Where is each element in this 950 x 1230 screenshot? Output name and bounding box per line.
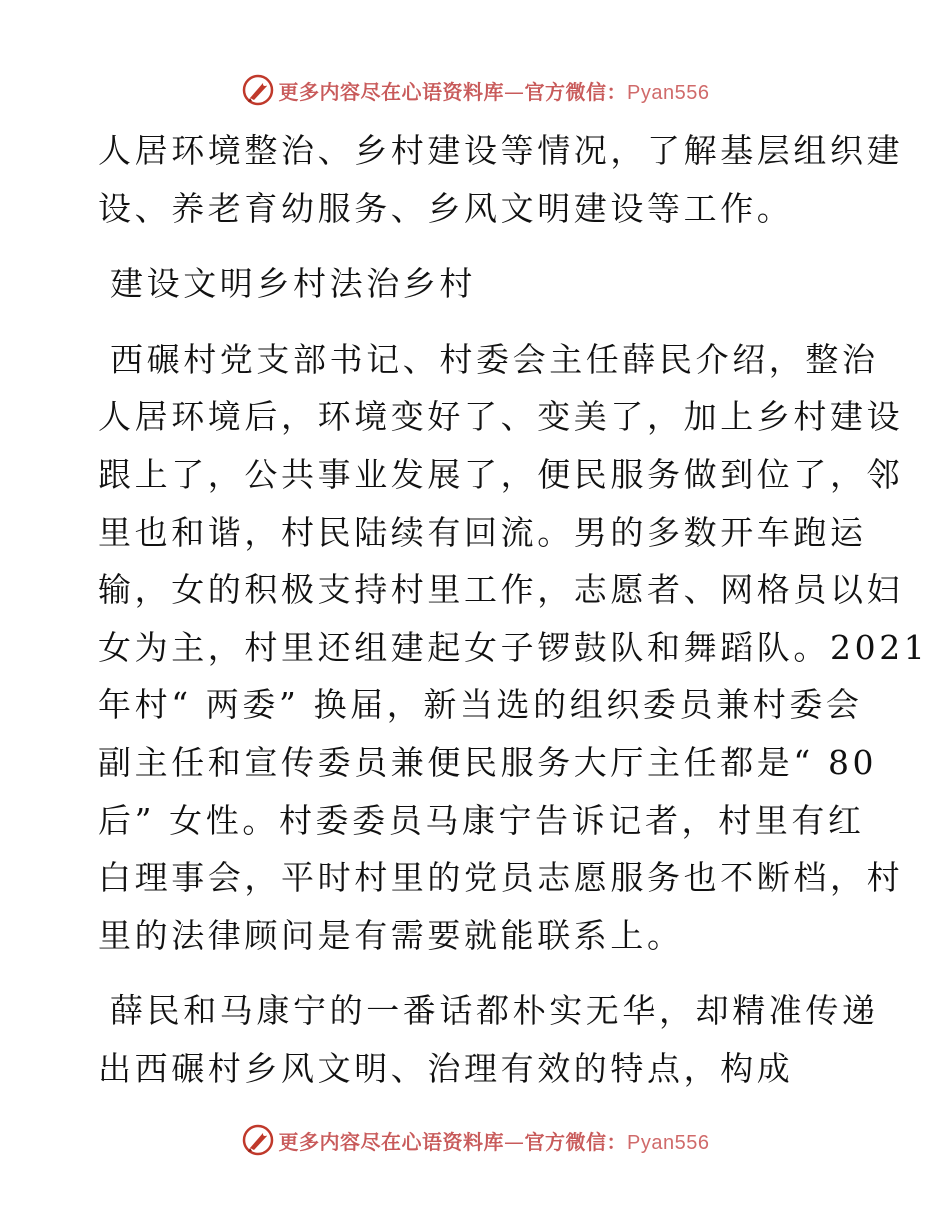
- watermark-site-name: 更多内容尽在心语资料库: [278, 1129, 505, 1154]
- watermark-wechat-id: Pyan556: [627, 81, 710, 104]
- text-line: 女为主，村里还组建起女子锣鼓队和舞蹈队。2021: [98, 627, 929, 667]
- text-line: 里也和谐，村民陆续有回流。男的多数开车跑运: [98, 512, 867, 552]
- watermark-dash: —: [504, 79, 525, 104]
- text-line: 人居环境后，环境变好了、变美了，加上乡村建设: [98, 397, 904, 437]
- watermark-dash: —: [504, 1129, 525, 1154]
- section-heading: [98, 255, 850, 313]
- text-line: 西碾村党支部书记、村委会主任薛民介绍，整治: [110, 339, 879, 379]
- watermark-wechat-label: 官方微信：: [524, 79, 628, 104]
- text-line: 薛民和马康宁的一番话都朴实无华，却精准传递: [110, 991, 879, 1031]
- watermark-site-name: 更多内容尽在心语资料库: [278, 79, 505, 104]
- footer-watermark: [0, 1120, 950, 1160]
- watermark-wechat-label: 官方微信：: [524, 1129, 628, 1154]
- paragraph-3: [98, 331, 929, 965]
- watermark-text: [279, 76, 710, 105]
- text-line: 后” 女性。村委委员马康宁告诉记者，村里有红: [98, 800, 865, 840]
- pen-logo-icon: [241, 73, 275, 107]
- text-line: 跟上了，公共事业发展了，便民服务做到位了，邻: [98, 454, 904, 494]
- paragraph-1: [98, 122, 904, 237]
- text-line: 人居环境整治、乡村建设等情况，了解基层组织建: [98, 131, 904, 170]
- text-line: 输，女的积极支持村里工作，志愿者、网格员以妇: [98, 570, 904, 610]
- header-watermark: [0, 70, 950, 110]
- text-line: 白理事会，平时村里的党员志愿服务也不断档，村: [98, 858, 904, 898]
- text-line: 出西碾村乡风文明、治理有效的特点，构成: [98, 1048, 794, 1088]
- text-line: 副主任和宣传委员兼便民服务大厅主任都是“ 80: [98, 742, 878, 782]
- pen-logo-icon: [241, 1123, 275, 1157]
- paragraph-4: [98, 982, 879, 1097]
- text-line: 年村“ 两委” 换届，新当选的组织委员兼村委会: [98, 685, 863, 725]
- heading-text: 建设文明乡村法治乡村: [110, 264, 476, 304]
- text-line: 设、养老育幼服务、乡风文明建设等工作。: [98, 188, 794, 228]
- watermark-text: [279, 1126, 710, 1155]
- document-body: [98, 122, 929, 1098]
- text-line: 里的法律顾问是有需要就能联系上。: [98, 915, 684, 955]
- watermark-wechat-id: Pyan556: [627, 1131, 710, 1154]
